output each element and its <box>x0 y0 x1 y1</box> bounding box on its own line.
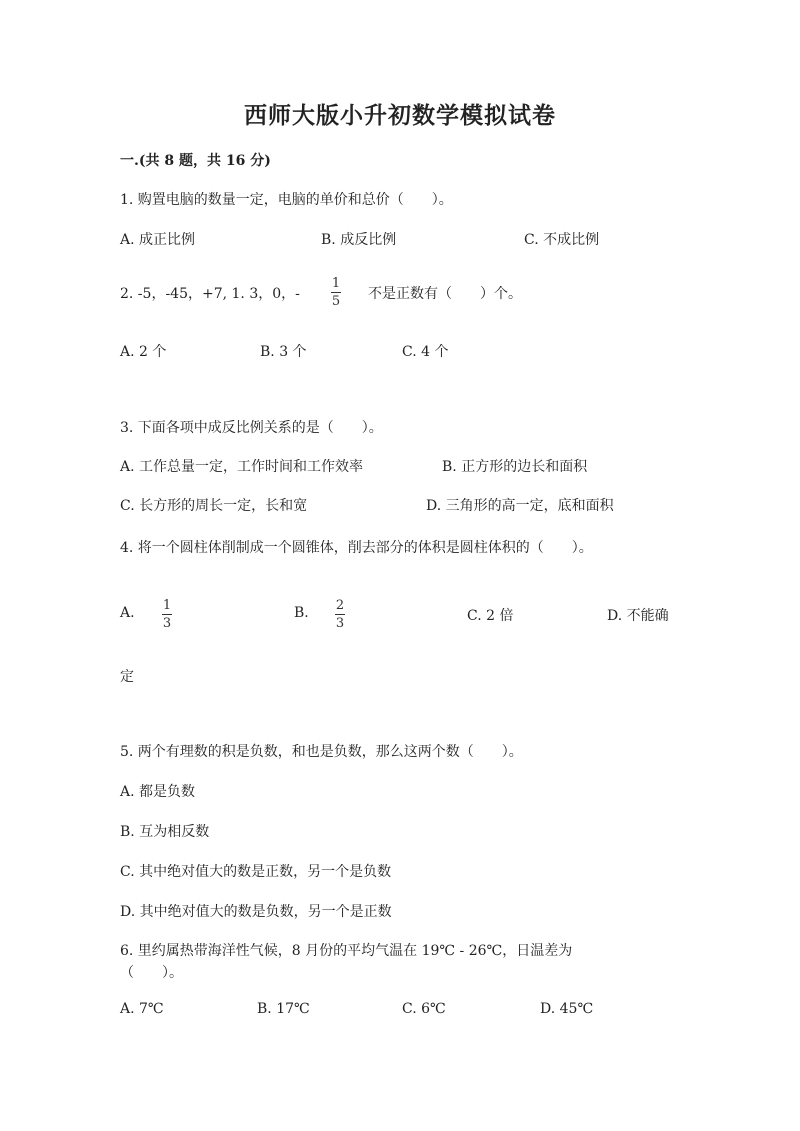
question-6-option-c: C. 6℃ <box>402 1001 446 1017</box>
fraction-bar <box>335 614 345 615</box>
question-4-option-a-label: A. <box>120 605 135 621</box>
question-2-stem-start: 2. -5，-45，+7, 1. 3，0，- <box>120 286 300 302</box>
question-2-fraction <box>331 276 341 309</box>
question-5-option-b: B. 互为相反数 <box>120 824 210 840</box>
fraction-numerator: 1 <box>162 598 172 613</box>
question-5-stem: 5. 两个有理数的积是负数，和也是负数，那么这两个数（ ）。 <box>120 744 523 760</box>
page-title: 西师大版小升初数学模拟试卷 <box>244 102 556 129</box>
fraction-denominator: 5 <box>331 294 341 309</box>
question-6-option-b: B. 17℃ <box>257 1001 310 1017</box>
question-6-option-a: A. 7℃ <box>120 1001 164 1017</box>
question-4-option-c: C. 2 倍 <box>467 608 514 624</box>
question-1-option-c: C. 不成比例 <box>524 232 600 248</box>
question-5-option-d: D. 其中绝对值大的数是负数，另一个是正数 <box>120 904 392 920</box>
question-6-option-d: D. 45℃ <box>540 1001 594 1017</box>
question-2-option-b: B. 3 个 <box>260 344 307 360</box>
question-2-option-a: A. 2 个 <box>120 344 167 360</box>
question-4-option-d: D. 不能确 <box>607 608 669 624</box>
question-4-option-a-fraction <box>162 598 172 631</box>
fraction-numerator: 2 <box>335 598 345 613</box>
question-3-option-b: B. 正方形的边长和面积 <box>442 459 588 475</box>
question-6-stem-line1: 6. 里约属热带海洋性气候，8 月份的平均气温在 19℃ - 26℃，日温差为 <box>120 943 573 959</box>
question-2-option-c: C. 4 个 <box>402 344 449 360</box>
question-1-option-a: A. 成正比例 <box>120 232 196 248</box>
fraction-denominator: 3 <box>335 616 345 631</box>
question-1-option-b: B. 成反比例 <box>321 232 397 248</box>
question-6-stem-line2: （ ）。 <box>120 965 183 981</box>
question-2-stem-end: 不是正数有（ ）个。 <box>368 286 522 302</box>
fraction-numerator: 1 <box>331 276 341 291</box>
fraction-bar <box>162 614 172 615</box>
question-3-option-a: A. 工作总量一定，工作时间和工作效率 <box>120 459 364 475</box>
question-4-stem: 4. 将一个圆柱体削制成一个圆锥体，削去部分的体积是圆柱体积的（ ）。 <box>120 540 593 556</box>
question-4-option-b-fraction <box>335 598 345 631</box>
question-4-option-b-label: B. <box>294 605 309 621</box>
fraction-bar <box>331 292 341 293</box>
fraction-denominator: 3 <box>162 616 172 631</box>
question-1-stem: 1. 购置电脑的数量一定，电脑的单价和总价（ ）。 <box>120 192 453 208</box>
question-3-option-c: C. 长方形的周长一定，长和宽 <box>120 498 308 514</box>
question-4-option-d-continued: 定 <box>120 669 134 685</box>
question-5-option-a: A. 都是负数 <box>120 784 196 800</box>
question-5-option-c: C. 其中绝对值大的数是正数，另一个是负数 <box>120 864 392 880</box>
question-3-stem: 3. 下面各项中成反比例关系的是（ ）。 <box>120 420 383 436</box>
section-header: 一.(共 8 题，共 16 分) <box>120 153 271 169</box>
question-3-option-d: D. 三角形的高一定，底和面积 <box>426 498 614 514</box>
